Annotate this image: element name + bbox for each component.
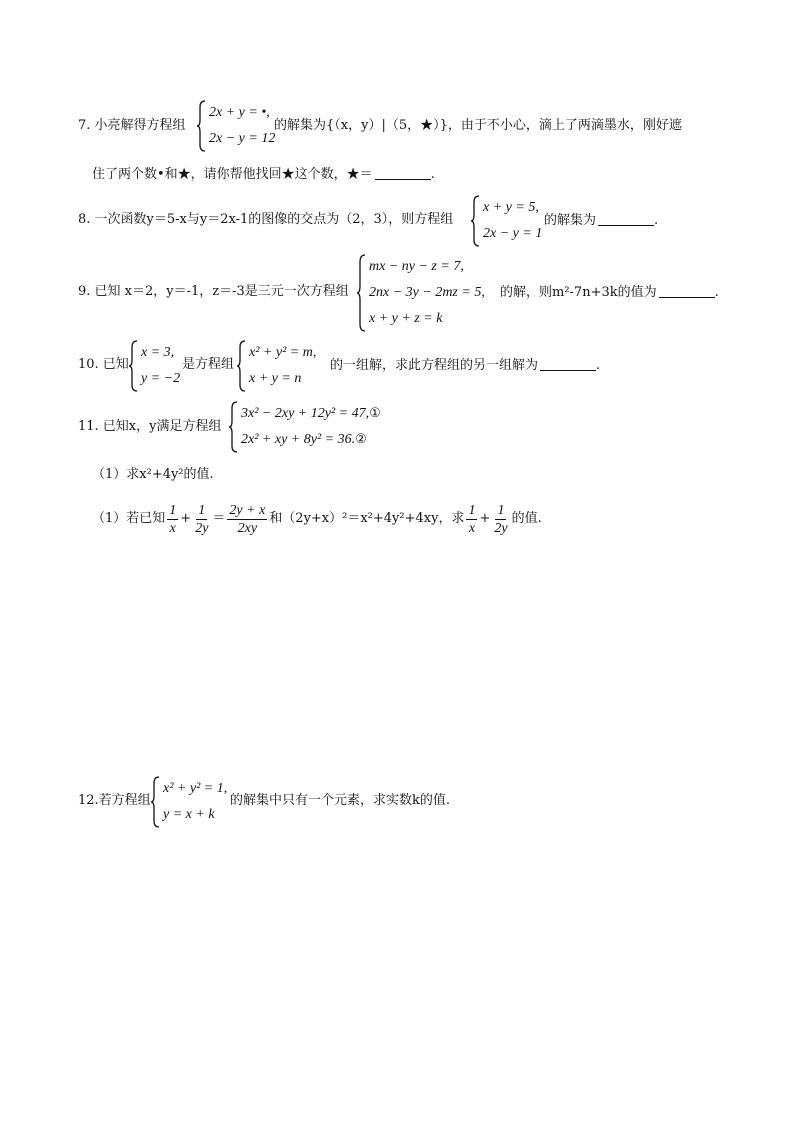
q12-eq1: x² + y² = 1, [163,781,228,796]
q7-end: . [430,167,435,182]
circled-two-icon: ② [355,432,367,447]
q9-eq2: 2nx − 3y − 2mz = 5, [369,285,485,300]
q10-eq2: x + y = n [249,371,302,386]
q10-equation-system [236,340,316,392]
q9-eq3: x + y + z = k [369,311,443,326]
fraction-1-over-x [466,502,477,537]
circled-one-icon: ① [369,406,381,421]
q11-part1: （1）求x²+4y²的值. [92,467,214,482]
frac-den: x [468,520,476,536]
q9-answer-blank[interactable] [659,283,715,298]
q10-solution [128,340,180,392]
frac-den: 2y [195,520,209,536]
q10-end: . [596,358,601,373]
q10-eq1: x² + y² = m, [249,345,317,360]
fraction-sum [227,502,267,537]
q8-intro: 8. 一次函数y＝5-x与y＝2x-1的图像的交点为（2，3），则方程组 [78,212,454,227]
q8-answer-blank[interactable] [598,211,654,226]
q10-post: 的一组解，求此方程组的另一组解为 [330,358,539,373]
q11-p2-pre: （1）若已知 [92,511,166,526]
fraction-1-over-2y [193,502,210,537]
frac-den: 2y [494,520,508,536]
frac-num: 1 [497,502,505,518]
frac-den: 2xy [237,520,258,536]
q8-post: 的解集为 [544,213,597,228]
q10-s2: y = −2 [141,371,181,386]
q7-intro: 7. 小亮解得方程组 [78,118,186,133]
q7-eq2: 2x − y = 12 [209,131,276,146]
q7-equation-system [196,100,275,152]
q10-mid: 是方程组 [182,357,235,372]
frac-num: 1 [169,502,177,518]
left-brace-icon [150,776,160,828]
q12-eq2: y = x + k [163,807,215,822]
q7-line2-text: 住了两个数•和★，请你帮他找回★这个数，★＝ [92,167,373,182]
frac-den: x [169,520,176,536]
q11-eq2: 2x² + xy + 8y² = 36. [241,432,356,447]
q12-intro: 12.若方程组 [78,793,151,808]
q7-eq1: 2x + y = •, [209,105,270,120]
q11-intro: 11. 已知x，y满足方程组 [78,419,222,434]
left-brace-icon [228,401,238,453]
fraction-1-over-x [167,502,178,537]
q9-equation-system [356,254,485,332]
q7-text: 的解集为{（x，y）|（5，★）}，由于不小心，滴上了两滴墨水，刚好遮 [274,118,682,133]
left-brace-icon [128,340,138,392]
q11-eq1: 3x² − 2xy + 12y² = 47, [241,406,370,421]
q10-answer-blank[interactable] [540,356,596,371]
q11-part2 [92,500,542,538]
left-brace-icon [236,340,246,392]
q9-end: . [714,285,719,300]
q10-text [330,356,600,375]
q8-equation-system [470,195,542,247]
q8-end: . [654,213,659,228]
q8-text [544,211,658,230]
q11-p2-mid: 和（2y+x）²＝x²+4y²+4xy，求 [269,511,465,526]
q7-line2 [92,165,435,184]
left-brace-icon [470,195,480,247]
plus-sign: + [479,511,491,526]
q11-p2-end: 的值. [511,511,542,526]
fraction-1-over-2y [492,502,509,537]
left-brace-icon [356,254,366,332]
equals-sign: ＝ [212,511,226,526]
q10-intro: 10. 已知 [78,357,129,372]
frac-num: 1 [198,502,206,518]
q11-equation-system [228,401,381,453]
q8-eq2: 2x − y = 1 [483,226,543,241]
frac-num: 2y + x [229,502,266,518]
q12-text: 的解集中只有一个元素，求实数k的值. [230,793,451,808]
q10-s1: x = 3, [141,345,175,360]
plus-sign: + [180,511,192,526]
q7-answer-blank[interactable] [375,165,431,180]
left-brace-icon [196,100,206,152]
frac-num: 1 [468,502,476,518]
q9-intro: 9. 已知 x＝2，y＝-1，z＝-3是三元一次方程组 [78,284,349,299]
q8-eq1: x + y = 5, [483,200,539,215]
q9-text [500,283,719,302]
q12-equation-system [150,776,227,828]
q9-eq1: mx − ny − z = 7, [369,259,464,274]
q9-post: 的解，则m²-7n+3k的值为 [500,285,657,300]
